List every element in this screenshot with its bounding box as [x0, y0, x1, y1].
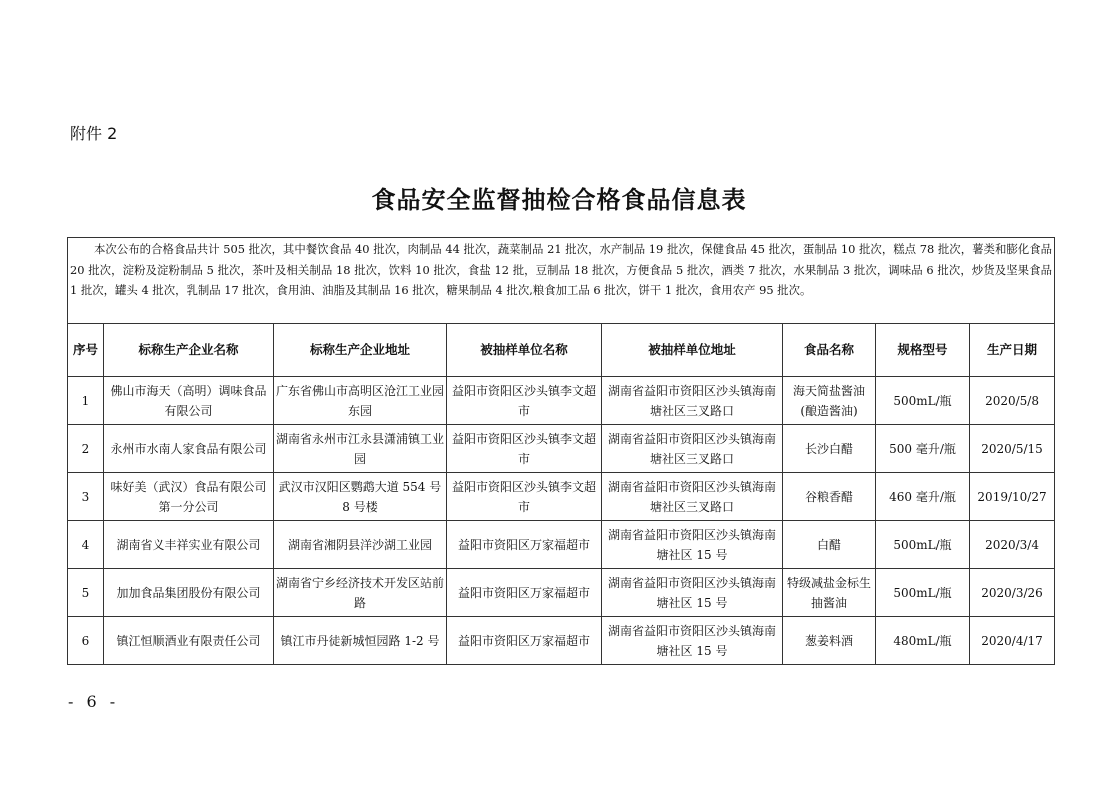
column-header-spec: 规格型号: [876, 324, 970, 377]
cell-producer-name: 佛山市海天（高明）调味食品有限公司: [104, 377, 274, 425]
cell-spec: 500mL/瓶: [876, 521, 970, 569]
summary-row: [68, 238, 1055, 324]
cell-spec: 500 毫升/瓶: [876, 425, 970, 473]
cell-food-name: 海天简盐酱油(酿造酱油): [783, 377, 876, 425]
cell-seq: 1: [68, 377, 104, 425]
column-header-producer-address: 标称生产企业地址: [274, 324, 447, 377]
cell-food-name: 葱姜料酒: [783, 617, 876, 665]
column-header-seq: 序号: [68, 324, 104, 377]
cell-production-date: 2020/3/26: [970, 569, 1055, 617]
table-row: [68, 617, 1055, 665]
table-row: [68, 521, 1055, 569]
attachment-label: 附件 2: [70, 124, 118, 143]
cell-seq: 6: [68, 617, 104, 665]
cell-producer-address: 湖南省湘阴县洋沙湖工业园: [274, 521, 447, 569]
cell-sampled-address: 湖南省益阳市资阳区沙头镇海南塘社区 15 号: [602, 521, 783, 569]
cell-producer-address: 湖南省永州市江永县潇浦镇工业园: [274, 425, 447, 473]
cell-spec: 480mL/瓶: [876, 617, 970, 665]
table-row: [68, 569, 1055, 617]
cell-sampled-name: 益阳市资阳区沙头镇李文超市: [447, 425, 602, 473]
cell-spec: 500mL/瓶: [876, 569, 970, 617]
summary-text: 本次公布的合格食品共计 505 批次，其中餐饮食品 40 批次，肉制品 44 批次，蔬菜制品 21 批次，水产制品 19 批次，保健食品 45 批次，蛋制品 10 批次，糕点 78 批次，薯类和膨化食品 20 批次，淀粉及淀粉制品 5 批次，茶叶及相关制品 18 批次，饮料 10 批次，食盐 12 批，豆制品 18 批次，方便食品 5 批次，酒类 7 批次，水果制品 3 批次，调味品 6 批次，炒货及坚果食品 1 批次，罐头 4 批次，乳制品 17 批次，食用油、油脂及其制品 16 批次，糖果制品 4 批次,粮食加工品 6 批次，饼干 1 批次，食用农产 95 批次。: [68, 238, 1055, 324]
cell-food-name: 谷粮香醋: [783, 473, 876, 521]
cell-seq: 4: [68, 521, 104, 569]
header-row: [68, 324, 1055, 377]
food-info-table: [67, 237, 1055, 665]
cell-producer-name: 加加食品集团股份有限公司: [104, 569, 274, 617]
column-header-sampled-name: 被抽样单位名称: [447, 324, 602, 377]
column-header-food-name: 食品名称: [783, 324, 876, 377]
cell-seq: 3: [68, 473, 104, 521]
cell-food-name: 长沙白醋: [783, 425, 876, 473]
page-number: - 6 -: [68, 692, 120, 711]
cell-producer-name: 味好美（武汉）食品有限公司第一分公司: [104, 473, 274, 521]
cell-producer-address: 武汉市汉阳区鹦鹉大道 554 号 8 号楼: [274, 473, 447, 521]
cell-producer-address: 湖南省宁乡经济技术开发区站前路: [274, 569, 447, 617]
cell-producer-address: 镇江市丹徒新城恒园路 1-2 号: [274, 617, 447, 665]
cell-producer-address: 广东省佛山市高明区沧江工业园东园: [274, 377, 447, 425]
cell-production-date: 2020/5/8: [970, 377, 1055, 425]
cell-producer-name: 永州市水南人家食品有限公司: [104, 425, 274, 473]
cell-producer-name: 镇江恒顺酒业有限责任公司: [104, 617, 274, 665]
cell-food-name: 特级减盐金标生抽酱油: [783, 569, 876, 617]
cell-seq: 2: [68, 425, 104, 473]
cell-sampled-name: 益阳市资阳区沙头镇李文超市: [447, 377, 602, 425]
table-row: [68, 473, 1055, 521]
cell-sampled-address: 湖南省益阳市资阳区沙头镇海南塘社区 15 号: [602, 617, 783, 665]
cell-production-date: 2020/4/17: [970, 617, 1055, 665]
cell-sampled-name: 益阳市资阳区沙头镇李文超市: [447, 473, 602, 521]
cell-sampled-address: 湖南省益阳市资阳区沙头镇海南塘社区 15 号: [602, 569, 783, 617]
column-header-producer-name: 标称生产企业名称: [104, 324, 274, 377]
cell-sampled-name: 益阳市资阳区万家福超市: [447, 617, 602, 665]
column-header-sampled-address: 被抽样单位地址: [602, 324, 783, 377]
cell-production-date: 2020/3/4: [970, 521, 1055, 569]
cell-production-date: 2020/5/15: [970, 425, 1055, 473]
cell-production-date: 2019/10/27: [970, 473, 1055, 521]
column-header-production-date: 生产日期: [970, 324, 1055, 377]
table-row: [68, 377, 1055, 425]
table-row: [68, 425, 1055, 473]
cell-sampled-address: 湖南省益阳市资阳区沙头镇海南塘社区三叉路口: [602, 473, 783, 521]
cell-producer-name: 湖南省义丰祥实业有限公司: [104, 521, 274, 569]
cell-spec: 500mL/瓶: [876, 377, 970, 425]
cell-sampled-name: 益阳市资阳区万家福超市: [447, 569, 602, 617]
page-title: 食品安全监督抽检合格食品信息表: [371, 186, 747, 214]
cell-sampled-address: 湖南省益阳市资阳区沙头镇海南塘社区三叉路口: [602, 425, 783, 473]
cell-sampled-address: 湖南省益阳市资阳区沙头镇海南塘社区三叉路口: [602, 377, 783, 425]
cell-sampled-name: 益阳市资阳区万家福超市: [447, 521, 602, 569]
cell-food-name: 白醋: [783, 521, 876, 569]
cell-spec: 460 毫升/瓶: [876, 473, 970, 521]
cell-seq: 5: [68, 569, 104, 617]
